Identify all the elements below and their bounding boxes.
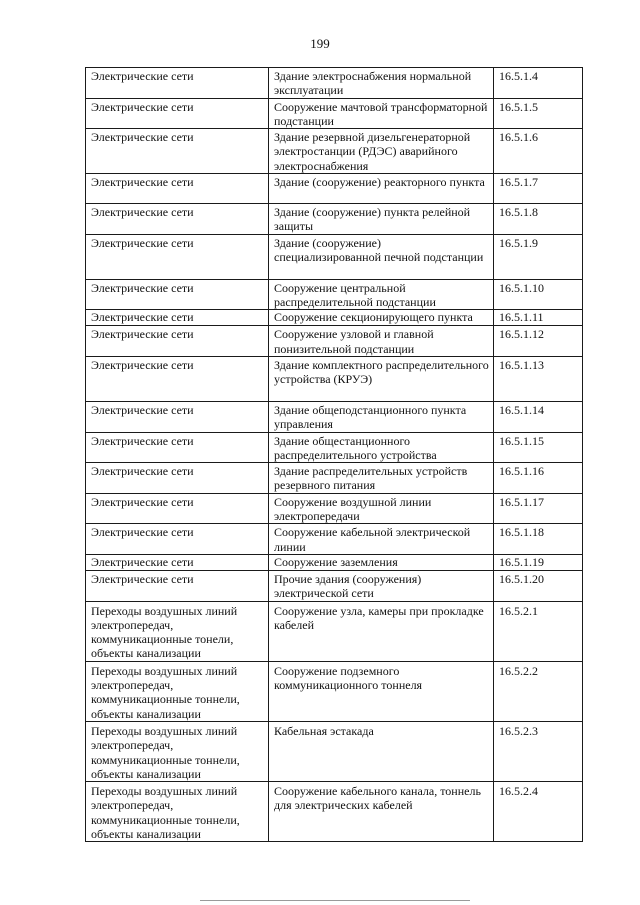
code-cell: 16.5.1.14 <box>494 401 583 432</box>
object-cell: Сооружение мачтовой трансформаторной подстанции <box>269 98 494 129</box>
object-cell: Здание общеподстанционного пункта управления <box>269 401 494 432</box>
code-cell: 16.5.1.11 <box>494 310 583 326</box>
category-cell: Электрические сети <box>86 570 269 601</box>
code-cell: 16.5.1.9 <box>494 234 583 279</box>
category-cell: Электрические сети <box>86 204 269 235</box>
table-row <box>86 234 583 279</box>
table-row <box>86 129 583 174</box>
category-cell: Электрические сети <box>86 310 269 326</box>
code-cell: 16.5.2.4 <box>494 782 583 842</box>
object-cell: Сооружение кабельного канала, тоннель для электрических кабелей <box>269 782 494 842</box>
category-cell: Электрические сети <box>86 401 269 432</box>
category-cell: Электрические сети <box>86 432 269 463</box>
object-cell: Здание общестанционного распределительного устройства <box>269 432 494 463</box>
object-cell: Сооружение подземного коммуникационного тоннеля <box>269 661 494 721</box>
code-cell: 16.5.1.13 <box>494 356 583 401</box>
code-cell: 16.5.1.19 <box>494 554 583 570</box>
page-number: 199 <box>310 36 330 51</box>
code-cell: 16.5.1.4 <box>494 68 583 99</box>
table-row <box>86 493 583 524</box>
table-row <box>86 432 583 463</box>
object-cell: Сооружение секционирующего пункта <box>269 310 494 326</box>
category-cell: Электрические сети <box>86 234 269 279</box>
object-cell: Здание (сооружение) пункта релейной защиты <box>269 204 494 235</box>
table-row <box>86 98 583 129</box>
code-cell: 16.5.1.12 <box>494 326 583 357</box>
object-cell: Здание комплектного распределительного устройства (КРУЭ) <box>269 356 494 401</box>
category-cell: Электрические сети <box>86 129 269 174</box>
table-row <box>86 463 583 494</box>
code-cell: 16.5.1.18 <box>494 524 583 555</box>
code-cell: 16.5.1.20 <box>494 570 583 601</box>
code-cell: 16.5.1.17 <box>494 493 583 524</box>
code-cell: 16.5.1.10 <box>494 279 583 310</box>
object-cell: Здание (сооружение) специализированной печной подстанции <box>269 234 494 279</box>
table-row <box>86 174 583 204</box>
scan-edge-line <box>200 900 470 901</box>
object-cell: Кабельная эстакада <box>269 721 494 781</box>
table-row <box>86 401 583 432</box>
object-cell: Здание (сооружение) реакторного пункта <box>269 174 494 204</box>
code-cell: 16.5.1.7 <box>494 174 583 204</box>
category-cell: Электрические сети <box>86 98 269 129</box>
table-row <box>86 782 583 842</box>
object-cell: Сооружение кабельной электрической линии <box>269 524 494 555</box>
category-cell: Электрические сети <box>86 326 269 357</box>
category-cell: Электрические сети <box>86 174 269 204</box>
table-row <box>86 524 583 555</box>
code-cell: 16.5.1.15 <box>494 432 583 463</box>
category-cell: Электрические сети <box>86 554 269 570</box>
object-cell: Сооружение заземления <box>269 554 494 570</box>
code-cell: 16.5.2.3 <box>494 721 583 781</box>
object-cell: Сооружение центральной распределительной подстанции <box>269 279 494 310</box>
code-cell: 16.5.1.6 <box>494 129 583 174</box>
code-cell: 16.5.1.5 <box>494 98 583 129</box>
object-cell: Сооружение воздушной линии электропередачи <box>269 493 494 524</box>
table-row <box>86 326 583 357</box>
object-cell: Здание распределительных устройств резервного питания <box>269 463 494 494</box>
table-row <box>86 279 583 310</box>
category-cell: Электрические сети <box>86 356 269 401</box>
code-cell: 16.5.1.16 <box>494 463 583 494</box>
object-cell: Сооружение узла, камеры при прокладке кабелей <box>269 601 494 661</box>
category-cell: Электрические сети <box>86 68 269 99</box>
category-cell: Электрические сети <box>86 463 269 494</box>
table-row <box>86 68 583 99</box>
table-row <box>86 601 583 661</box>
code-cell: 16.5.2.2 <box>494 661 583 721</box>
table-row <box>86 356 583 401</box>
code-cell: 16.5.1.8 <box>494 204 583 235</box>
table-row <box>86 310 583 326</box>
table-row <box>86 570 583 601</box>
table-row <box>86 661 583 721</box>
classification-table <box>85 67 583 842</box>
category-cell: Переходы воздушных линий электропередач, коммуникационные тоннели, объекты канализации <box>86 661 269 721</box>
table-row <box>86 204 583 235</box>
table-body <box>86 68 583 842</box>
category-cell: Переходы воздушных линий электропередач, коммуникационные тонели, объекты канализации <box>86 601 269 661</box>
category-cell: Электрические сети <box>86 279 269 310</box>
object-cell: Здание резервной дизельгенераторной электростанции (РДЭС) аварийного электроснабжения <box>269 129 494 174</box>
category-cell: Электрические сети <box>86 524 269 555</box>
category-cell: Электрические сети <box>86 493 269 524</box>
object-cell: Сооружение узловой и главной понизительной подстанции <box>269 326 494 357</box>
table-row <box>86 721 583 781</box>
object-cell: Прочие здания (сооружения) электрической сети <box>269 570 494 601</box>
code-cell: 16.5.2.1 <box>494 601 583 661</box>
category-cell: Переходы воздушных линий электропередач, коммуникационные тоннели, объекты канализации <box>86 721 269 781</box>
object-cell: Здание электроснабжения нормальной эксплуатации <box>269 68 494 99</box>
category-cell: Переходы воздушных линий электропередач, коммуникационные тоннели, объекты канализации <box>86 782 269 842</box>
table-row <box>86 554 583 570</box>
